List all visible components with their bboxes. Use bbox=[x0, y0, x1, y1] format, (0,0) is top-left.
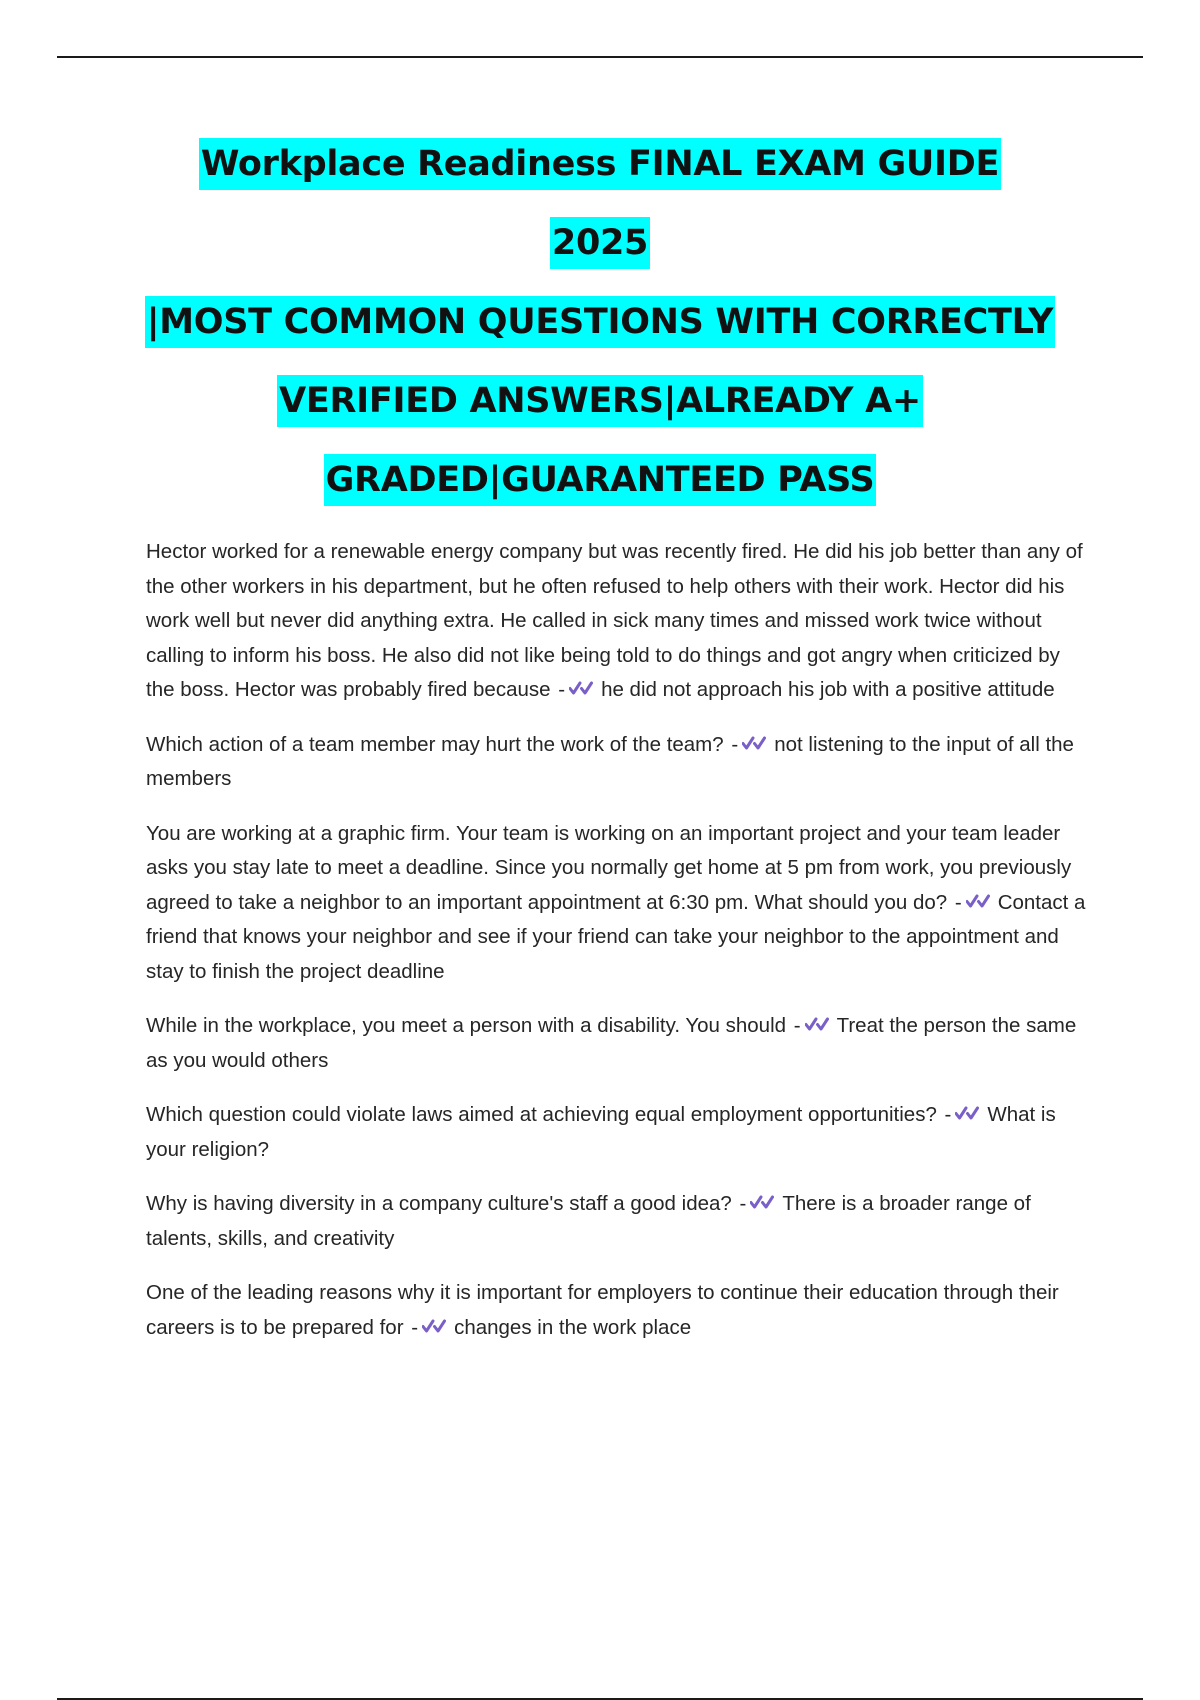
title-line: GRADED|GUARANTEED PASS bbox=[0, 454, 1200, 533]
answer-text: not listening to the input of all the members bbox=[146, 732, 1074, 790]
title-line: |MOST COMMON QUESTIONS WITH CORRECTLY bbox=[0, 296, 1200, 375]
answer-text: Treat the person the same as you would others bbox=[146, 1014, 1077, 1072]
qa-item bbox=[146, 1187, 1091, 1256]
question-text: Which question could violate laws aimed at achieving equal employment opportunities? bbox=[146, 1103, 937, 1126]
separator: - bbox=[558, 678, 566, 701]
separator: - bbox=[411, 1315, 419, 1339]
qa-item bbox=[146, 535, 1091, 708]
separator: - bbox=[793, 1014, 801, 1037]
separator: - bbox=[739, 1192, 747, 1215]
title-line: 2025 bbox=[0, 217, 1200, 296]
double-check-icon bbox=[966, 894, 990, 912]
qa-item bbox=[146, 1098, 1091, 1167]
question-text: One of the leading reasons why it is important for employers to continue their education through their careers is to be prepared for bbox=[146, 1281, 1059, 1339]
question-text: You are working at a graphic firm. Your team is working on an important project and your team leader asks you stay late to meet a deadline. Since you normally get home at 5 pm from work, you previously agreed to take a neighbor to an important appointment at 6:30 pm. What should you do? bbox=[146, 821, 1072, 914]
title-line: Workplace Readiness FINAL EXAM GUIDE bbox=[0, 138, 1200, 217]
double-check-icon bbox=[422, 1319, 446, 1337]
question-text: Why is having diversity in a company culture's staff a good idea? bbox=[146, 1192, 732, 1215]
question-text: While in the workplace, you meet a person with a disability. You should bbox=[146, 1014, 787, 1037]
answer-text: he did not approach his job with a positive attitude bbox=[601, 678, 1055, 701]
answer-text: There is a broader range of talents, skills, and creativity bbox=[146, 1192, 1031, 1250]
double-check-icon bbox=[805, 1017, 829, 1035]
qa-item bbox=[146, 1009, 1091, 1078]
top-rule bbox=[57, 56, 1143, 58]
question-text: Which action of a team member may hurt the work of the team? bbox=[146, 732, 724, 756]
separator: - bbox=[731, 732, 739, 756]
double-check-icon bbox=[955, 1106, 979, 1124]
question-text: Hector worked for a renewable energy company but was recently fired. He did his job better than any of the other workers in his department, but he often refused to help others with their work. Hector did his work well but never did anything extra. He called in sick many times and missed work twice without calling to inform his boss. He also did not like being told to do things and got angry when criticized by the boss. Hector was probably fired because bbox=[146, 540, 1083, 701]
qa-item bbox=[146, 728, 1091, 797]
qa-list bbox=[146, 535, 1091, 1365]
answer-text: Contact a friend that knows your neighbor and see if your friend can take your neighbor to the appointment and stay to finish the project deadline bbox=[146, 890, 1086, 983]
qa-item bbox=[146, 817, 1091, 990]
answer-text: changes in the work place bbox=[454, 1315, 692, 1339]
separator: - bbox=[954, 890, 962, 914]
double-check-icon bbox=[742, 736, 766, 754]
answer-text: What is your religion? bbox=[146, 1103, 1056, 1161]
separator: - bbox=[944, 1103, 952, 1126]
double-check-icon bbox=[569, 681, 593, 699]
double-check-icon bbox=[750, 1195, 774, 1213]
title-line: VERIFIED ANSWERS|ALREADY A+ bbox=[0, 375, 1200, 454]
qa-item bbox=[146, 1276, 1091, 1345]
document-title bbox=[0, 138, 1200, 533]
